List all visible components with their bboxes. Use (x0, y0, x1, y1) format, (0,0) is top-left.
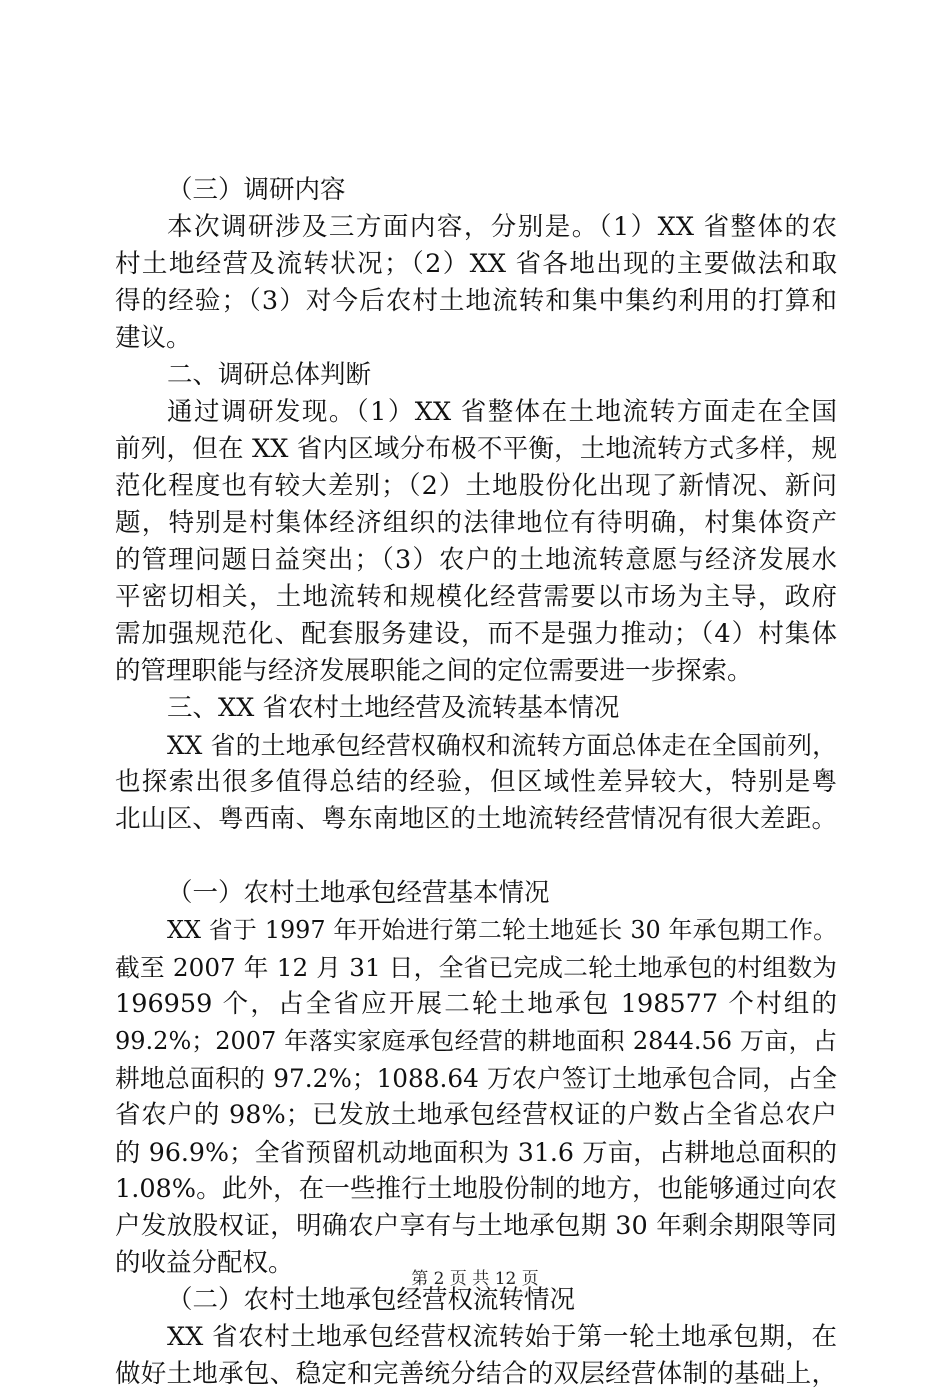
blank-line (115, 838, 837, 875)
paragraph-line: 平密切相关，土地流转和规模化经营需要以市场为主导，政府 (115, 582, 837, 612)
paragraph-line: 北山区、粤西南、粤东南地区的土地流转经营情况有很大差距。 (115, 804, 837, 834)
paragraph-line: 通过调研发现。（1）XX 省整体在土地流转方面走在全国 (167, 397, 837, 427)
paragraph-line: 截至 2007 年 12 月 31 日，全省已完成二轮土地承包的村组数为 (115, 953, 837, 982)
paragraph-line: 也探索出很多值得总结的经验，但区域性差异较大，特别是粤 (115, 767, 837, 797)
paragraph-line: XX 省的土地承包经营权确权和流转方面总体走在全国前列， (167, 731, 837, 760)
section-heading: 二、调研总体判断 (167, 360, 372, 390)
paragraph-line: 户发放股权证，明确农户享有与土地承包期 30 年剩余期限等同 (115, 1211, 837, 1241)
section-heading: （一）农村土地承包经营基本情况 (167, 878, 550, 908)
paragraph-line: 的管理问题日益突出；（3）农户的土地流转意愿与经济发展水 (115, 545, 837, 575)
paragraph-line: 做好土地承包、稳定和完善统分结合的双层经营体制的基础上， (115, 1359, 837, 1389)
paragraph-line: 1.08%。此外，在一些推行土地股份制的地方，也能够通过向农 (115, 1174, 837, 1204)
section-heading: （三）调研内容 (167, 175, 346, 205)
paragraph-line: XX 省于 1997 年开始进行第二轮土地延长 30 年承包期工作。 (167, 916, 837, 944)
paragraph-line: 196959 个，占全省应开展二轮土地承包 198577 个村组的 (115, 989, 837, 1019)
section-heading: （二）农村土地承包经营权流转情况 (167, 1285, 576, 1315)
paragraph-line: 得的经验；（3）对今后农村土地流转和集中集约利用的打算和 (115, 286, 837, 316)
section-heading: 三、XX 省农村土地经营及流转基本情况 (167, 693, 620, 723)
paragraph-line: 前列，但在 XX 省内区域分布极不平衡，土地流转方式多样，规 (115, 434, 837, 464)
paragraph-line: 建议。 (115, 323, 192, 353)
paragraph-line: XX 省农村土地承包经营权流转始于第一轮土地承包期，在 (167, 1322, 837, 1352)
paragraph-line: 的 96.9%；全省预留机动地面积为 31.6 万亩，占耕地总面积的 (115, 1138, 837, 1167)
paragraph-line: 村土地经营及流转状况；（2）XX 省各地出现的主要做法和取 (115, 249, 837, 279)
paragraph-line: 的收益分配权。 (115, 1248, 294, 1278)
paragraph-line: 省农户的 98%；已发放土地承包经营权证的户数占全省总农户 (115, 1100, 837, 1130)
page-footer: 第 2 页 共 12 页 (411, 1269, 539, 1289)
document-body (115, 172, 837, 1393)
paragraph-line: 99.2%；2007 年落实家庭承包经营的耕地面积 2844.56 万亩，占 (115, 1027, 837, 1055)
paragraph-line: 需加强规范化、配套服务建设，而不是强力推动；（4）村集体 (115, 619, 837, 649)
paragraph-line: 耕地总面积的 97.2%；1088.64 万农户签订土地承包合同，占全 (115, 1064, 837, 1093)
paragraph-line: 本次调研涉及三方面内容，分别是。（1）XX 省整体的农 (167, 212, 837, 242)
paragraph-line: 范化程度也有较大差别；（2）土地股份化出现了新情况、新问 (115, 471, 837, 501)
paragraph-line: 的管理职能与经济发展职能之间的定位需要进一步探索。 (115, 656, 753, 686)
paragraph-line: 题，特别是村集体经济组织的法律地位有待明确，村集体资产 (115, 508, 837, 538)
